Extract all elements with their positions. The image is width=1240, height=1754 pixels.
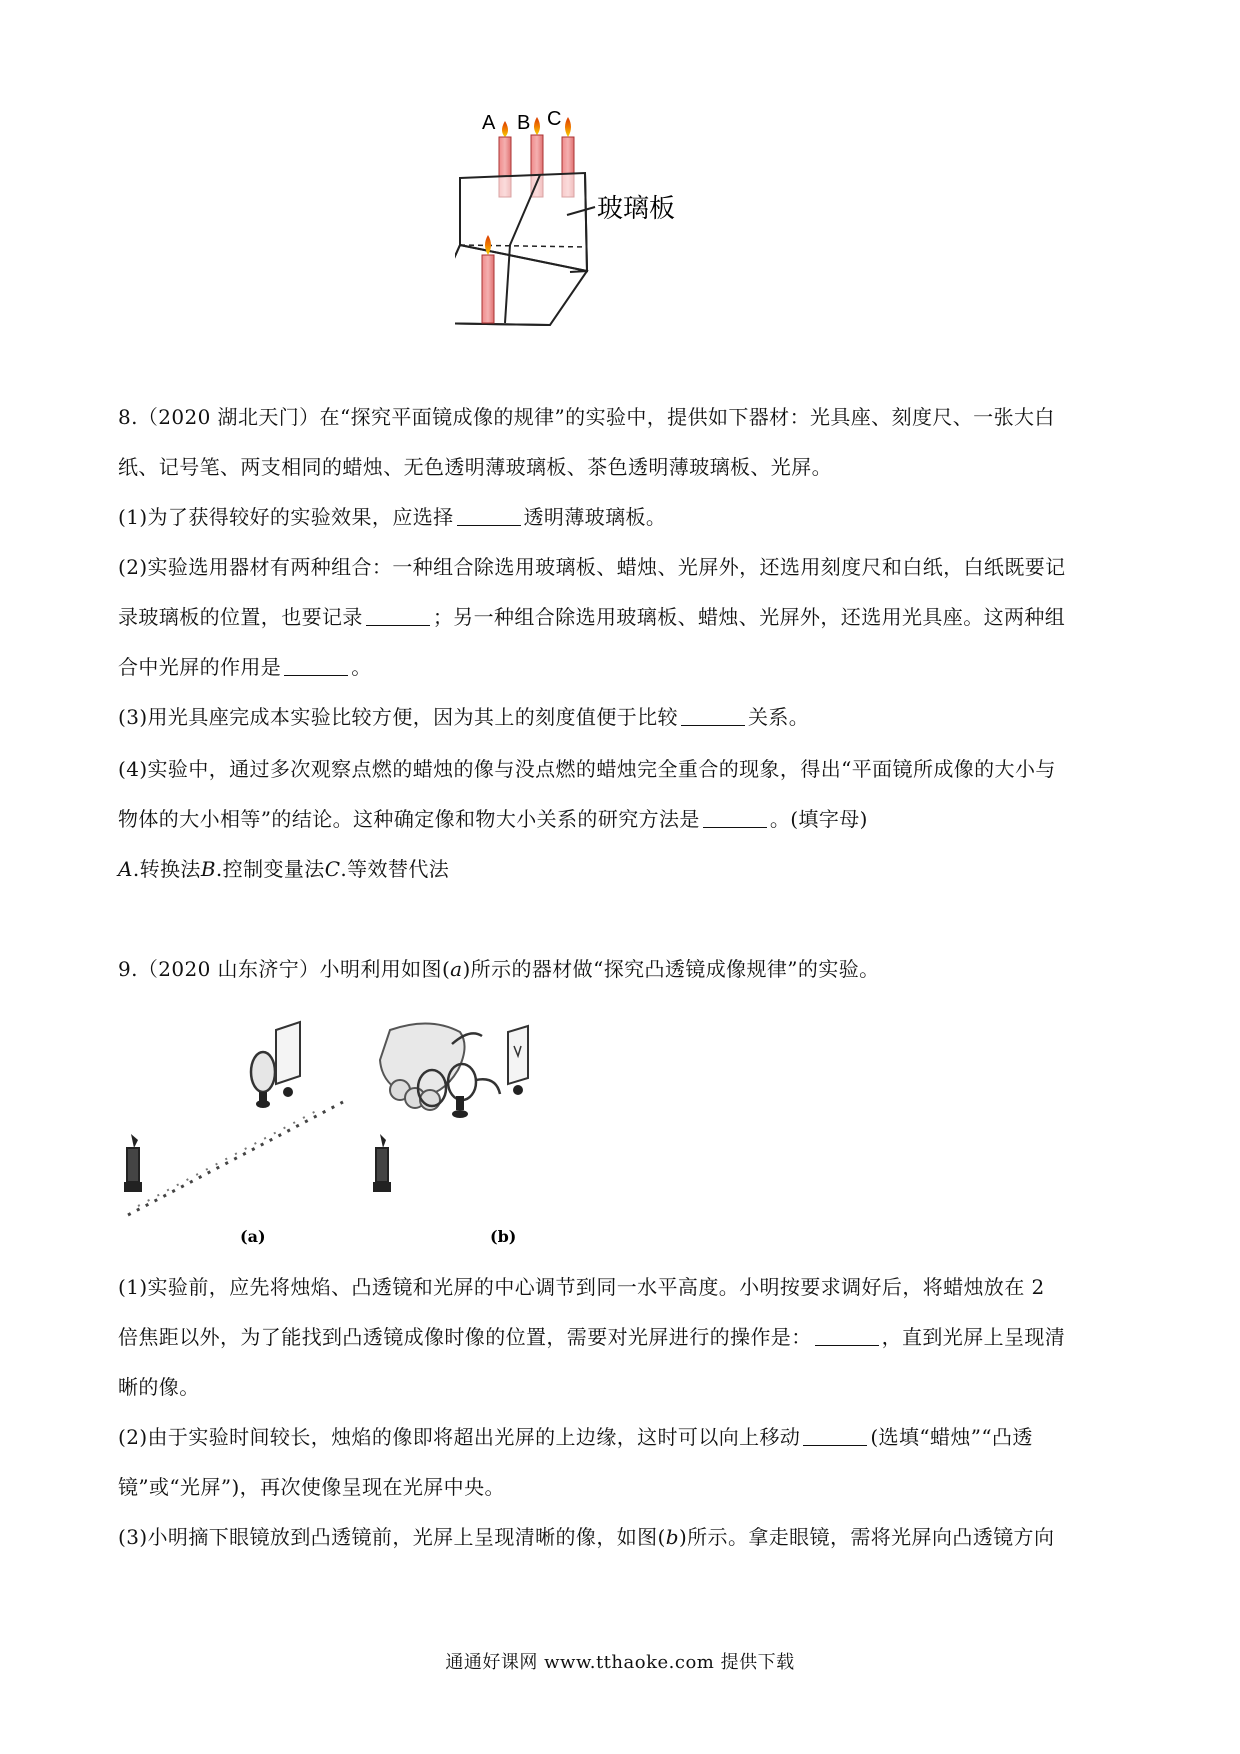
q8-blank-4[interactable]	[681, 703, 745, 726]
q8-options	[118, 844, 1128, 894]
q9-stem-var: a	[450, 957, 463, 981]
q8-part4-line1: (4)实验中，通过多次观察点燃的蜡烛的像与没点燃的蜡烛完全重合的现象，得出“平面镜所成像的大小与	[118, 757, 1056, 781]
q8-part2-text-c: 合中光屏的作用是	[118, 655, 282, 679]
fig-b-label: (b)	[490, 1227, 517, 1246]
optical-bench-figure-a	[118, 1010, 358, 1250]
option-c-text: .等效替代法	[340, 857, 450, 881]
q8-part3-text-a: (3)用光具座完成本实验比较方便，因为其上的刻度值便于比较	[118, 705, 678, 729]
page-footer: 通通好课网 www.tthaoke.com 提供下载	[445, 1652, 795, 1673]
q8-part3-text-b: 关系。	[747, 705, 810, 729]
option-a-text: .转换法	[132, 857, 201, 881]
q9-blank-1[interactable]	[815, 1323, 879, 1346]
q9-part3-text-a: (3)小明摘下眼镜放到凸透镜前，光屏上呈现清晰的像，如图(	[118, 1525, 666, 1549]
candle	[124, 1134, 142, 1192]
q8-part1-text-a: (1)为了获得较好的实验效果，应选择	[118, 505, 454, 529]
q9-stem	[118, 944, 1128, 994]
q9-part2-text-a: (2)由于实验时间较长，烛焰的像即将超出光屏的上边缘，这时可以向上移动	[118, 1425, 801, 1449]
q8-blank-1[interactable]	[457, 503, 521, 526]
q9-part1-line2	[118, 1312, 1128, 1362]
light-screen-b	[508, 1026, 528, 1095]
option-b-text: .控制变量法	[215, 857, 325, 881]
q9-blank-2[interactable]	[803, 1423, 867, 1446]
q9-part3	[118, 1512, 1128, 1562]
q8-part2-text-b: ；另一种组合除选用玻璃板、蜡烛、光屏外，还选用光具座。这两种组	[432, 605, 1066, 629]
q8-part2-text-d: 。	[351, 655, 372, 679]
q9-part2-text-b: (选填“蜡烛”“凸透	[870, 1425, 1033, 1449]
convex-lens	[251, 1052, 275, 1108]
q9-part1-line3: 晰的像。	[118, 1375, 200, 1399]
q8-part1	[118, 492, 1128, 542]
q8-blank-2[interactable]	[366, 603, 430, 626]
option-a-letter: A	[118, 857, 133, 881]
q9-part3-var: b	[665, 1525, 679, 1549]
q8-part2-line3	[118, 642, 1128, 692]
q8-part3	[118, 692, 1128, 742]
label-c: C	[547, 108, 562, 130]
option-b-letter: B	[200, 857, 216, 881]
q9-part1-line1: (1)实验前，应先将烛焰、凸透镜和光屏的中心调节到同一水平高度。小明按要求调好后，将蜡烛放在 2	[118, 1275, 1045, 1299]
q8-part4-text-b: 。(填字母)	[769, 807, 868, 831]
q8-part1-text-b: 透明薄玻璃板。	[523, 505, 667, 529]
q9-part2-line1	[118, 1412, 1128, 1462]
fig-a-label: (a)	[240, 1227, 266, 1246]
q8-part2-text-a: 录玻璃板的位置，也要记录	[118, 605, 363, 629]
q8-part4-line2	[118, 794, 1128, 844]
glasses-figure-b	[370, 1010, 610, 1250]
hand	[380, 1023, 482, 1110]
q9-part1-text-a: 倍焦距以外，为了能找到凸透镜成像时像的位置，需要对光屏进行的操作是：	[118, 1325, 812, 1349]
q9-stem-text-b: )所示的器材做“探究凸透镜成像规律”的实验。	[462, 957, 880, 981]
q8-part2-line2	[118, 592, 1128, 642]
q8-part2-line1: (2)实验选用器材有两种组合：一种组合除选用玻璃板、蜡烛、光屏外，还选用刻度尺和白纸，白纸既要记	[118, 555, 1066, 579]
q8-blank-5[interactable]	[703, 805, 767, 828]
label-b: B	[517, 112, 531, 134]
glass-plate-label: 玻璃板	[597, 194, 676, 224]
q8-stem-line1: 8.（2020 湖北天门）在“探究平面镜成像的规律”的实验中，提供如下器材：光具座、刻度尺、一张大白	[118, 405, 1055, 429]
q9-part3-text-b: )所示。拿走眼镜，需将光屏向凸透镜方向	[678, 1525, 1055, 1549]
option-c-letter: C	[324, 857, 341, 881]
plane-mirror-figure	[455, 105, 785, 367]
q9-part2-line2: 镜”或“光屏”)，再次使像呈现在光屏中央。	[118, 1475, 505, 1499]
q8-blank-3[interactable]	[284, 653, 348, 676]
candle-b	[373, 1134, 391, 1192]
glass-plate	[460, 173, 587, 271]
light-screen	[276, 1022, 300, 1097]
q8-part4-text-a: 物体的大小相等”的结论。这种确定像和物大小关系的研究方法是	[118, 807, 700, 831]
label-a: A	[482, 112, 496, 134]
q9-stem-text-a: 9.（2020 山东济宁）小明利用如图(	[118, 957, 451, 981]
q8-stem-line2: 纸、记号笔、两支相同的蜡烛、无色透明薄玻璃板、茶色透明薄玻璃板、光屏。	[118, 455, 832, 479]
q9-part1-text-b: ，直到光屏上呈现清	[881, 1325, 1066, 1349]
